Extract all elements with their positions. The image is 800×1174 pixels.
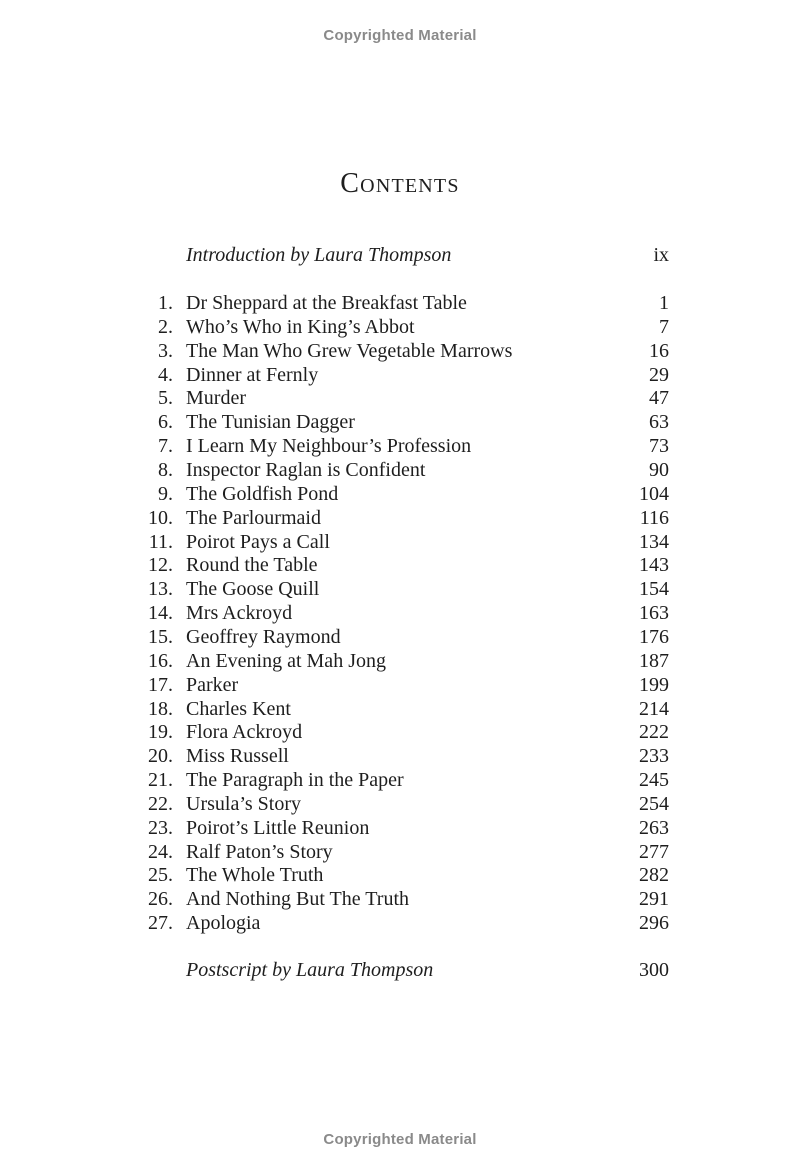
toc-page: 300 bbox=[639, 959, 669, 981]
chapter-page: 154 bbox=[639, 578, 669, 601]
chapter-title: Mrs Ackroyd bbox=[186, 602, 293, 624]
chapter-title: The Paragraph in the Paper bbox=[186, 769, 404, 791]
chapter-page: 134 bbox=[639, 530, 669, 553]
chapter-page: 233 bbox=[639, 745, 669, 768]
chapter-number: 26. bbox=[148, 888, 173, 911]
chapter-number: 12. bbox=[148, 554, 173, 577]
chapter-title: Inspector Raglan is Confident bbox=[186, 459, 426, 481]
chapter-page: 263 bbox=[639, 816, 669, 839]
toc-postscript bbox=[0, 958, 800, 982]
chapter-title: The Goldfish Pond bbox=[186, 482, 339, 505]
chapter-number: 25. bbox=[148, 864, 173, 887]
chapter-page: 63 bbox=[649, 411, 669, 434]
toc-chapter-row bbox=[0, 768, 800, 792]
chapter-title: The Parlourmaid bbox=[186, 506, 321, 529]
watermark-bottom: Copyrighted Material bbox=[323, 1131, 477, 1148]
toc-chapter-row bbox=[0, 291, 800, 315]
chapter-number: 1. bbox=[158, 292, 173, 314]
chapter-page: 187 bbox=[639, 649, 669, 672]
chapter-title: Poirot Pays a Call bbox=[186, 530, 330, 553]
chapter-page: 116 bbox=[639, 506, 669, 529]
chapter-page: 291 bbox=[639, 888, 669, 911]
toc-chapter-row bbox=[0, 506, 800, 530]
chapter-title: And Nothing But The Truth bbox=[186, 888, 409, 911]
chapter-number: 16. bbox=[148, 649, 173, 672]
chapter-title: An Evening at Mah Jong bbox=[186, 649, 386, 672]
toc-chapter-row bbox=[0, 434, 800, 458]
chapter-title: Round the Table bbox=[186, 554, 318, 577]
chapter-title: Parker bbox=[186, 673, 239, 696]
chapter-number: 15. bbox=[148, 625, 173, 648]
chapter-number: 24. bbox=[148, 840, 173, 863]
chapter-page: 277 bbox=[639, 840, 669, 863]
chapter-number: 10. bbox=[148, 506, 173, 529]
chapter-title: Ursula’s Story bbox=[186, 792, 301, 815]
chapter-number: 8. bbox=[158, 459, 173, 481]
chapter-number: 17. bbox=[148, 673, 173, 696]
toc-chapter-row bbox=[0, 792, 800, 816]
toc-title: Postscript by Laura Thompson bbox=[186, 959, 434, 981]
chapter-page: 29 bbox=[649, 363, 669, 386]
chapter-number: 22. bbox=[148, 792, 173, 815]
chapter-title: Dinner at Fernly bbox=[186, 363, 319, 386]
toc-chapter-row bbox=[0, 887, 800, 911]
toc-chapter-row bbox=[0, 339, 800, 363]
toc-chapter-row bbox=[0, 720, 800, 744]
chapter-page: 1 bbox=[659, 292, 669, 314]
toc-chapter-row bbox=[0, 482, 800, 506]
chapter-title: Charles Kent bbox=[186, 697, 291, 720]
chapter-number: 9. bbox=[158, 482, 173, 505]
chapter-page: 143 bbox=[639, 554, 669, 577]
page-title: Contents bbox=[340, 168, 460, 199]
toc-chapter-row bbox=[0, 911, 800, 935]
chapter-page: 296 bbox=[639, 912, 669, 935]
chapter-title: I Learn My Neighbour’s Profession bbox=[186, 435, 472, 458]
toc-chapter-row bbox=[0, 458, 800, 482]
chapter-number: 23. bbox=[148, 816, 173, 839]
chapter-title: Apologia bbox=[186, 912, 261, 935]
chapter-page: 104 bbox=[639, 482, 669, 505]
toc-chapter-row bbox=[0, 863, 800, 887]
chapter-title: The Goose Quill bbox=[186, 578, 320, 601]
chapter-number: 18. bbox=[148, 697, 173, 720]
watermark-top: Copyrighted Material bbox=[323, 27, 477, 44]
toc-chapter-row bbox=[0, 386, 800, 410]
chapter-number: 19. bbox=[148, 721, 173, 744]
toc-chapter-row bbox=[0, 840, 800, 864]
chapter-number: 21. bbox=[148, 769, 173, 791]
chapter-page: 199 bbox=[639, 673, 669, 696]
toc-chapter-row bbox=[0, 553, 800, 577]
chapter-title: Flora Ackroyd bbox=[186, 721, 303, 744]
toc-chapter-row bbox=[0, 363, 800, 387]
toc-chapter-row bbox=[0, 816, 800, 840]
chapter-title: Ralf Paton’s Story bbox=[186, 840, 333, 863]
chapter-page: 222 bbox=[639, 721, 669, 744]
chapter-title: The Whole Truth bbox=[186, 864, 324, 887]
chapter-number: 7. bbox=[158, 435, 173, 458]
chapter-number: 3. bbox=[158, 339, 173, 362]
chapter-page: 176 bbox=[639, 625, 669, 648]
toc-title: Introduction by Laura Thompson bbox=[186, 244, 452, 266]
chapter-number: 20. bbox=[148, 745, 173, 768]
toc-page: ix bbox=[653, 244, 669, 266]
chapter-title: The Tunisian Dagger bbox=[186, 411, 355, 434]
chapter-number: 11. bbox=[148, 530, 173, 553]
chapter-number: 13. bbox=[148, 578, 173, 601]
chapter-number: 5. bbox=[158, 387, 173, 410]
toc-chapter-row bbox=[0, 530, 800, 554]
chapter-title: The Man Who Grew Vegetable Marrows bbox=[186, 339, 513, 362]
chapter-page: 245 bbox=[639, 769, 669, 791]
toc-chapter-row bbox=[0, 673, 800, 697]
chapter-page: 16 bbox=[649, 339, 669, 362]
chapter-title: Geoffrey Raymond bbox=[186, 625, 341, 648]
chapter-title: Miss Russell bbox=[186, 745, 289, 768]
chapter-title: Dr Sheppard at the Breakfast Table bbox=[186, 292, 467, 314]
chapter-page: 254 bbox=[639, 792, 669, 815]
chapter-page: 282 bbox=[639, 864, 669, 887]
chapter-title: Who’s Who in King’s Abbot bbox=[186, 315, 415, 338]
chapter-page: 7 bbox=[659, 315, 669, 338]
chapter-page: 73 bbox=[649, 435, 669, 458]
chapter-page: 163 bbox=[639, 602, 669, 624]
chapter-number: 6. bbox=[158, 411, 173, 434]
chapter-number: 27. bbox=[148, 912, 173, 935]
chapter-title: Murder bbox=[186, 387, 246, 410]
toc-chapter-row bbox=[0, 601, 800, 625]
toc-chapter-row bbox=[0, 744, 800, 768]
chapter-page: 47 bbox=[649, 387, 669, 410]
chapter-title: Poirot’s Little Reunion bbox=[186, 816, 370, 839]
chapter-page: 90 bbox=[649, 459, 669, 481]
toc-chapter-row bbox=[0, 625, 800, 649]
chapter-number: 4. bbox=[158, 363, 173, 386]
chapter-number: 2. bbox=[158, 315, 173, 338]
toc-chapter-row bbox=[0, 410, 800, 434]
chapter-page: 214 bbox=[639, 697, 669, 720]
chapter-number: 14. bbox=[148, 602, 173, 624]
toc-chapter-row bbox=[0, 577, 800, 601]
toc-introduction bbox=[0, 243, 800, 267]
toc-chapter-row bbox=[0, 649, 800, 673]
toc-chapter-row bbox=[0, 315, 800, 339]
toc-chapter-row bbox=[0, 697, 800, 721]
